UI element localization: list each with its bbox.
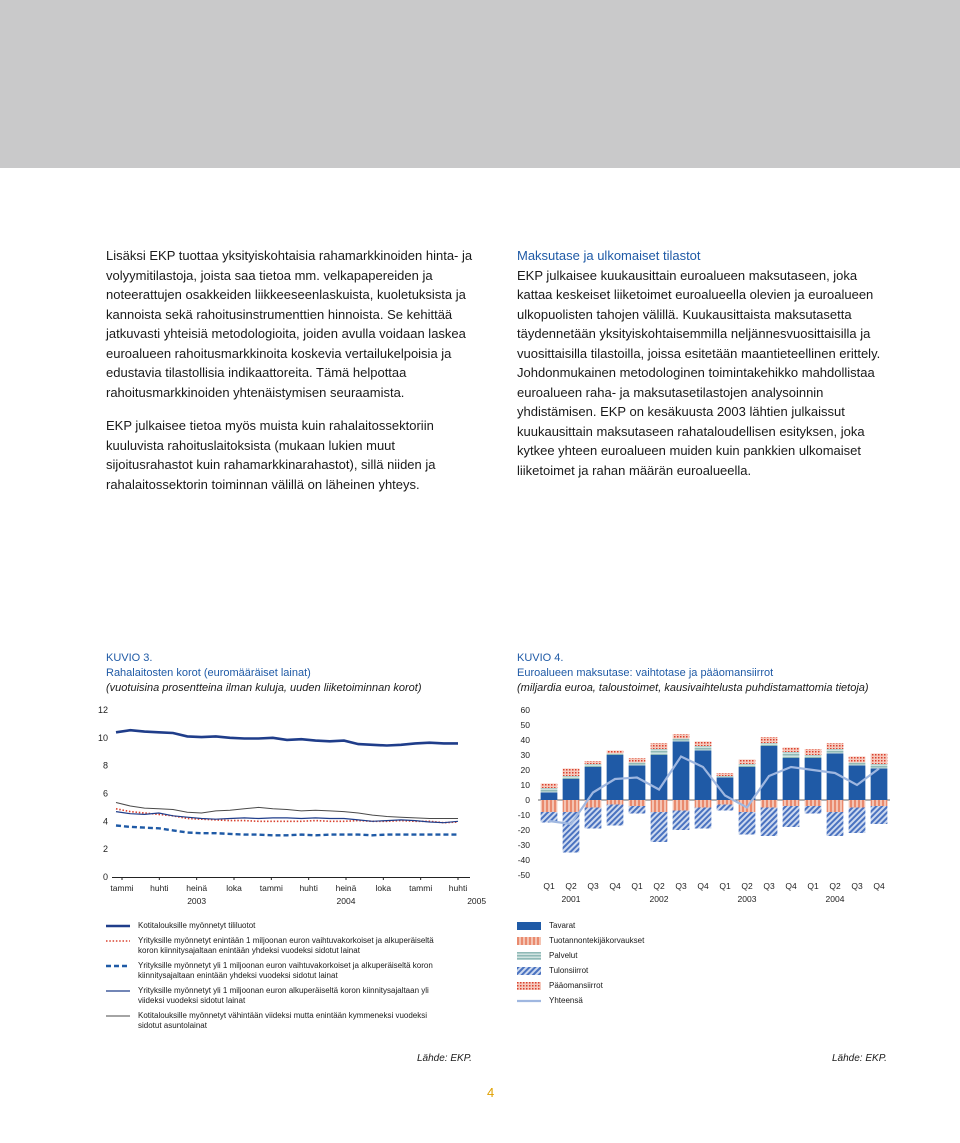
x-tick-label: tammi (259, 883, 283, 893)
bar-segment-tulonsiirrot (761, 808, 778, 837)
figure3-number: KUVIO 3. (106, 652, 153, 664)
bar-segment-tuotannontekijäkorvaukset (849, 800, 866, 808)
chart2-legend (517, 921, 737, 1011)
figure3-subtitle: (vuotuisina prosentteina ilman kuluja, uuden liiketoiminnan korot) (106, 682, 422, 694)
bar-segment-tuotannontekijäkorvaukset (629, 800, 646, 806)
x-tick-label: huhti (299, 883, 318, 893)
x-tick-label: huhti (448, 883, 468, 893)
bar-segment-pääomansiirrot (563, 769, 580, 777)
bar-segment-tuotannontekijäkorvaukset (607, 800, 624, 805)
bar-segment-tuotannontekijäkorvaukset (827, 800, 844, 812)
bar-segment-tulonsiirrot (805, 806, 822, 814)
figure3-title: Rahalaitosten korot (euromääräiset lainat) (106, 667, 311, 679)
bar-segment-tuotannontekijäkorvaukset (563, 800, 580, 812)
bar-segment-palvelut (695, 746, 712, 751)
bar-segment-tavarat (783, 758, 800, 800)
legend-swatch (106, 1012, 130, 1020)
legend-swatch (106, 922, 130, 930)
legend-label: Tavarat (549, 921, 576, 930)
bar-segment-tulonsiirrot (739, 812, 756, 835)
x-tick-label: Q4 (609, 881, 621, 891)
bar-segment-tavarat (739, 767, 756, 800)
bar-segment-pääomansiirrot (607, 751, 624, 754)
legend-item (517, 951, 737, 961)
bar-segment-palvelut (849, 763, 866, 766)
y-tick-label: 0 (102, 872, 108, 882)
series-line-1 (116, 730, 458, 745)
bar-segment-tulonsiirrot (849, 808, 866, 834)
bar-segment-pääomansiirrot (805, 749, 822, 755)
legend-swatch (517, 922, 541, 930)
bar-segment-palvelut (871, 764, 888, 769)
legend-swatch (106, 937, 130, 945)
bar-segment-palvelut (607, 754, 624, 756)
legend-swatch (106, 962, 130, 970)
x-year-label: 2004 (336, 896, 356, 906)
bar-segment-pääomansiirrot (739, 760, 756, 765)
x-tick-label: tammi (409, 883, 433, 893)
x-tick-label: Q3 (587, 881, 599, 891)
right-paragraph-1: EKP julkaisee kuukausittain euroalueen maksutaseen, joka kattaa keskeiset liiketoimet euroalueella olevien ja euroalueen ulkopuolisten tahojen välillä. Kuukausittaista maksutasetta täydennetään yksityiskohtaisemmilla neljännesvuosittaisilla ja vuosittaisilla tilastoilla, joissa esitetään maantieteellinen erittely. Johdonmukainen metodologinen toimintakehikko mahdollistaa euroalueen raha- ja maksutasetilastojen analysoinnin yhdistämisen. EKP on kesäkuusta 2003 lähtien julkaissut kuukausittain maksutaseen rahataloudellisen esityksen, joka kytkee yhteen euroalueen muiden kuin pankkien ulkomaiset liiketoimet ja rahan määrän euroalueella. (517, 267, 881, 478)
bar-segment-palvelut (717, 776, 734, 778)
bar-segment-tulonsiirrot (871, 806, 888, 824)
bar-segment-tavarat (541, 793, 558, 801)
legend-item (517, 966, 737, 976)
y-tick-label: 50 (520, 720, 530, 730)
bar-segment-palvelut (783, 752, 800, 758)
legend-label: Tulonsiirrot (549, 966, 589, 975)
y-tick-label: 0 (525, 795, 530, 805)
x-tick-label: Q2 (741, 881, 753, 891)
x-tick-label: loka (375, 883, 392, 893)
series-line-3 (116, 826, 458, 836)
x-tick-label: loka (226, 883, 242, 893)
bar-segment-tulonsiirrot (651, 812, 668, 842)
left-text-column (106, 246, 476, 508)
top-color-band (0, 0, 960, 168)
x-tick-label: Q1 (719, 881, 731, 891)
bar-segment-pääomansiirrot (585, 761, 602, 764)
bar-segment-tuotannontekijäkorvaukset (761, 800, 778, 808)
legend-item (517, 996, 737, 1006)
x-year-label: 2004 (825, 894, 845, 904)
bar-segment-tavarat (651, 755, 668, 800)
bar-segment-palvelut (541, 788, 558, 793)
legend-item (517, 936, 737, 946)
x-tick-label: Q4 (785, 881, 797, 891)
bar-segment-palvelut (585, 764, 602, 767)
bar-segment-palvelut (629, 763, 646, 766)
bar-segment-tuotannontekijäkorvaukset (805, 800, 822, 806)
legend-label: Kotitalouksille myönnetyt vähintään viideksi mutta enintään kymmeneksi vuodeksi sidotut asuntolainat (138, 1011, 428, 1030)
bar-segment-pääomansiirrot (651, 743, 668, 749)
bar-segment-palvelut (827, 749, 844, 754)
bar-segment-tuotannontekijäkorvaukset (673, 800, 690, 811)
bar-segment-palvelut (761, 743, 778, 746)
bar-segment-pääomansiirrot (783, 748, 800, 753)
legend-label: Palvelut (549, 951, 578, 960)
x-tick-label: tammi (110, 883, 134, 893)
bar-segment-tavarat (585, 767, 602, 800)
x-tick-label: Q4 (697, 881, 709, 891)
left-paragraph-1: Lisäksi EKP tuottaa yksityiskohtaisia rahamarkkinoiden hinta- ja volyymitilastoja, joista saa tietoa mm. velkapapereiden ja noteerattujen osakkeiden liikkeeseenlaskuista, kuoletuksista ja kannoista sekä rahoitusinstrumenttien hinnoista. Se kehittää jatkuvasti yhteisiä metodologioita, joiden avulla voidaan laskea euroalueen rahoitusmarkkinoita koskevia vertailukelpoisia ja edustavia tilastollisia indikaattoreita. Tämä helpottaa rahoitusmarkkinoiden yhtenäistymisen seuraamista. (106, 248, 473, 400)
bar-segment-pääomansiirrot (761, 737, 778, 743)
bar-segment-palvelut (805, 755, 822, 758)
figure4-number: KUVIO 4. (517, 652, 564, 664)
legend-swatch (517, 937, 541, 945)
legend-swatch (517, 952, 541, 960)
y-tick-label: 10 (520, 780, 530, 790)
y-tick-label: -50 (517, 870, 530, 880)
legend-swatch (517, 982, 541, 990)
y-tick-label: -20 (517, 825, 530, 835)
bar-segment-pääomansiirrot (849, 757, 866, 763)
chart1-legend (106, 921, 451, 1036)
legend-label: Kotitalouksille myönnetyt tililuotot (138, 921, 256, 930)
bar-segment-tulonsiirrot (585, 808, 602, 829)
x-tick-label: Q3 (675, 881, 687, 891)
y-tick-label: -40 (517, 855, 530, 865)
bar-segment-tuotannontekijäkorvaukset (695, 800, 712, 808)
bar-segment-tuotannontekijäkorvaukset (783, 800, 800, 806)
y-tick-label: 60 (520, 705, 530, 715)
balance-of-payments-bar-chart (506, 700, 896, 915)
legend-label: Pääomansiirrot (549, 981, 603, 990)
x-year-label: 2003 (187, 896, 207, 906)
bar-segment-palvelut (651, 749, 668, 755)
x-year-label: 2005 (467, 896, 487, 906)
y-tick-label: 6 (102, 788, 108, 799)
x-tick-label: Q1 (807, 881, 819, 891)
legend-swatch (517, 967, 541, 975)
bar-segment-pääomansiirrot (541, 784, 558, 789)
y-tick-label: -30 (517, 840, 530, 850)
x-year-label: 2001 (561, 894, 581, 904)
y-tick-label: -10 (517, 810, 530, 820)
y-tick-label: 4 (102, 816, 108, 827)
y-tick-label: 2 (102, 844, 108, 855)
x-tick-label: heinä (186, 883, 208, 893)
series-line-5 (116, 803, 458, 819)
x-tick-label: Q2 (653, 881, 665, 891)
figure4-title: Euroalueen maksutase: vaihtotase ja pääomansiirrot (517, 667, 774, 679)
bar-segment-tulonsiirrot (695, 808, 712, 829)
legend-item (517, 981, 737, 991)
legend-label: Yrityksille myönnetyt enintään 1 miljoonan euron vaihtuvakorkoiset ja alkuperäiseltä koron kiinnitysajaltaan enintään yhdeksi vuodeksi sidotut lainat (138, 936, 434, 955)
bar-segment-tuotannontekijäkorvaukset (871, 800, 888, 806)
legend-item (106, 986, 451, 1006)
legend-swatch (517, 997, 541, 1005)
legend-label: Yrityksille myönnetyt yli 1 miljoonan euron alkuperäiseltä koron kiinnitysajaltaan yli viideksi vuodeksi sidotut lainat (138, 986, 429, 1005)
bar-segment-tulonsiirrot (607, 805, 624, 826)
x-year-label: 2002 (649, 894, 669, 904)
y-tick-label: 20 (520, 765, 530, 775)
figure4-source: Lähde: EKP. (832, 1053, 887, 1064)
bar-segment-tuotannontekijäkorvaukset (651, 800, 668, 812)
bar-segment-tulonsiirrot (827, 812, 844, 836)
x-tick-label: Q3 (763, 881, 775, 891)
bar-segment-tavarat (673, 742, 690, 801)
legend-item (106, 1011, 451, 1031)
page-number: 4 (487, 1085, 495, 1100)
legend-label: Yrityksille myönnetyt yli 1 miljoonan euron vaihtuvakorkoiset ja alkuperäiseltä koron kiinnitysajaltaan enintään yhdeksi vuodeksi sidotut lainat (138, 961, 433, 980)
y-tick-label: 12 (97, 705, 108, 715)
legend-item (106, 921, 451, 931)
bar-segment-tulonsiirrot (563, 812, 580, 853)
x-tick-label: huhti (150, 883, 169, 893)
section-heading: Maksutase ja ulkomaiset tilastot (517, 248, 701, 263)
interest-rate-line-chart (97, 700, 487, 915)
bar-segment-pääomansiirrot (717, 773, 734, 776)
bar-segment-pääomansiirrot (673, 734, 690, 739)
bar-segment-pääomansiirrot (871, 754, 888, 765)
bar-segment-pääomansiirrot (695, 742, 712, 747)
bar-segment-tavarat (805, 758, 822, 800)
bar-segment-palvelut (563, 776, 580, 779)
y-tick-label: 30 (520, 750, 530, 760)
bar-segment-tulonsiirrot (717, 805, 734, 811)
x-tick-label: Q1 (631, 881, 643, 891)
legend-item (106, 936, 451, 956)
bar-segment-pääomansiirrot (629, 758, 646, 763)
legend-item (517, 921, 737, 931)
y-tick-label: 8 (102, 760, 108, 771)
bar-segment-palvelut (673, 739, 690, 742)
bar-segment-tulonsiirrot (783, 806, 800, 827)
bar-segment-pääomansiirrot (827, 743, 844, 749)
left-paragraph-2: EKP julkaisee tietoa myös muista kuin rahalaitossektoriin kuuluvista rahoituslaitoksista (mukaan lukien muut sijoitusrahastot kuin rahamarkkinarahastot), sillä niiden ja rahalaitossektorin toiminnan välillä on läheinen yhteys. (106, 418, 436, 492)
bar-segment-tavarat (629, 766, 646, 801)
right-text-column (517, 246, 889, 494)
x-tick-label: Q3 (851, 881, 863, 891)
x-tick-label: Q4 (873, 881, 885, 891)
x-tick-label: Q1 (543, 881, 555, 891)
y-tick-label: 10 (97, 732, 108, 743)
y-tick-label: 40 (520, 735, 530, 745)
bar-segment-palvelut (739, 764, 756, 767)
legend-item (106, 961, 451, 981)
x-tick-label: heinä (335, 883, 357, 893)
x-tick-label: Q2 (829, 881, 841, 891)
x-tick-label: Q2 (565, 881, 577, 891)
bar-segment-tulonsiirrot (673, 811, 690, 831)
bar-segment-tuotannontekijäkorvaukset (541, 800, 558, 812)
x-year-label: 2003 (737, 894, 757, 904)
figure3-caption (106, 651, 486, 696)
bar-segment-tuotannontekijäkorvaukset (717, 800, 734, 805)
bar-segment-tulonsiirrot (629, 806, 646, 814)
legend-swatch (106, 987, 130, 995)
legend-label: Tuotannontekijäkorvaukset (549, 936, 645, 945)
figure3-source: Lähde: EKP. (417, 1053, 472, 1064)
legend-label: Yhteensä (549, 996, 583, 1005)
figure4-subtitle: (miljardia euroa, taloustoimet, kausivaihtelusta puhdistamattomia tietoja) (517, 682, 869, 694)
figure4-caption (517, 651, 897, 696)
bar-segment-tavarat (563, 779, 580, 800)
